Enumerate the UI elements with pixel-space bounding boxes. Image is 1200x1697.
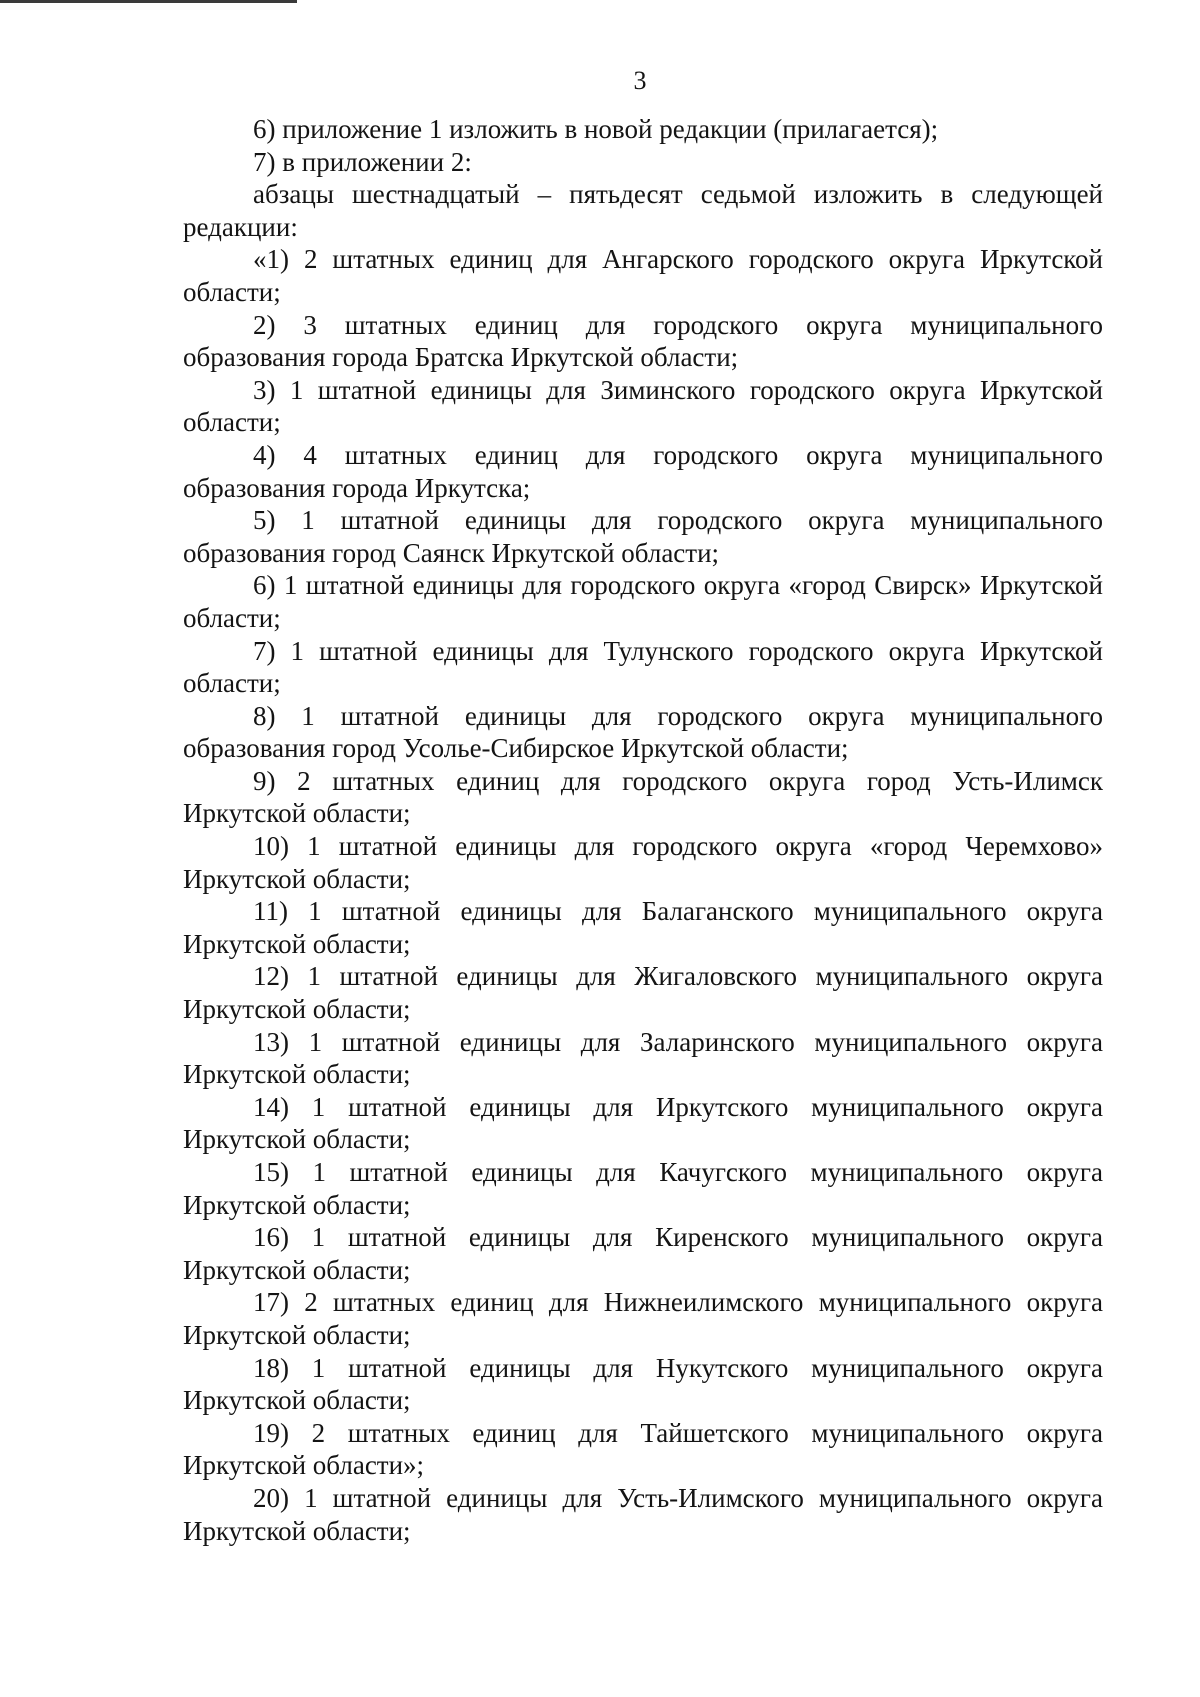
list-item-3: 3) 1 штатной единицы для Зиминского городского округа Иркутской области; [183,374,1103,438]
list-item-14: 14) 1 штатной единицы для Иркутского муниципального округа Иркутской области; [183,1091,1103,1155]
page-number: 3 [633,66,647,95]
list-item-18: 18) 1 штатной единицы для Нукутского муниципального округа Иркутской области; [183,1352,1103,1416]
paragraph-amendment-6: 6) приложение 1 изложить в новой редакции (прилагается); [253,114,939,144]
list-item-17: 17) 2 штатных единиц для Нижнеилимского муниципального округа Иркутской области; [183,1287,1103,1350]
list-item-2: 2) 3 штатных единиц для городского округа муниципального образования города Братска Иркутской области; [183,309,1103,373]
list-item-19: 19) 2 штатных единиц для Тайшетского муниципального округа Иркутской области»; [183,1417,1103,1481]
list-item-16: 16) 1 штатной единицы для Киренского муниципального округа Иркутской области; [183,1222,1103,1285]
list-item-10: 10) 1 штатной единицы для городского округа «город Черемхово» Иркутской области; [183,831,1103,894]
list-item-11: 11) 1 штатной единицы для Балаганского муниципального округа Иркутской области; [183,896,1103,959]
list-item-13: 13) 1 штатной единицы для Заларинского муниципального округа Иркутской области; [183,1026,1103,1090]
document-body [183,113,1103,1547]
list-item-12: 12) 1 штатной единицы для Жигаловского муниципального округа Иркутской области; [183,961,1103,1025]
list-item-8: 8) 1 штатной единицы для городского округа муниципального образования город Усолье-Сибирское Иркутской области; [183,700,1103,764]
list-item-5: 5) 1 штатной единицы для городского округа муниципального образования город Саянск Иркутской области; [183,505,1103,568]
list-item-1: «1) 2 штатных единиц для Ангарского городского округа Иркутской области; [183,244,1103,307]
paragraph-amendment-7: 7) в приложении 2: [253,146,472,177]
list-item-4: 4) 4 штатных единиц для городского округа муниципального образования города Иркутска; [183,439,1103,503]
paragraph-intro: абзацы шестнадцатый – пятьдесят седьмой изложить в следующей редакции: [183,179,1103,242]
list-item-15: 15) 1 штатной единицы для Качугского муниципального округа Иркутской области; [183,1157,1103,1220]
list-item-7: 7) 1 штатной единицы для Тулунского городского округа Иркутской области; [183,635,1103,699]
scan-edge-line [0,0,297,3]
list-item-20: 20) 1 штатной единицы для Усть-Илимского муниципального округа Иркутской области; [183,1482,1103,1546]
list-item-6: 6) 1 штатной единицы для городского округа «город Свирск» Иркутской области; [183,570,1103,633]
list-item-9: 9) 2 штатных единиц для городского округа город Усть-Илимск Иркутской области; [183,765,1103,829]
